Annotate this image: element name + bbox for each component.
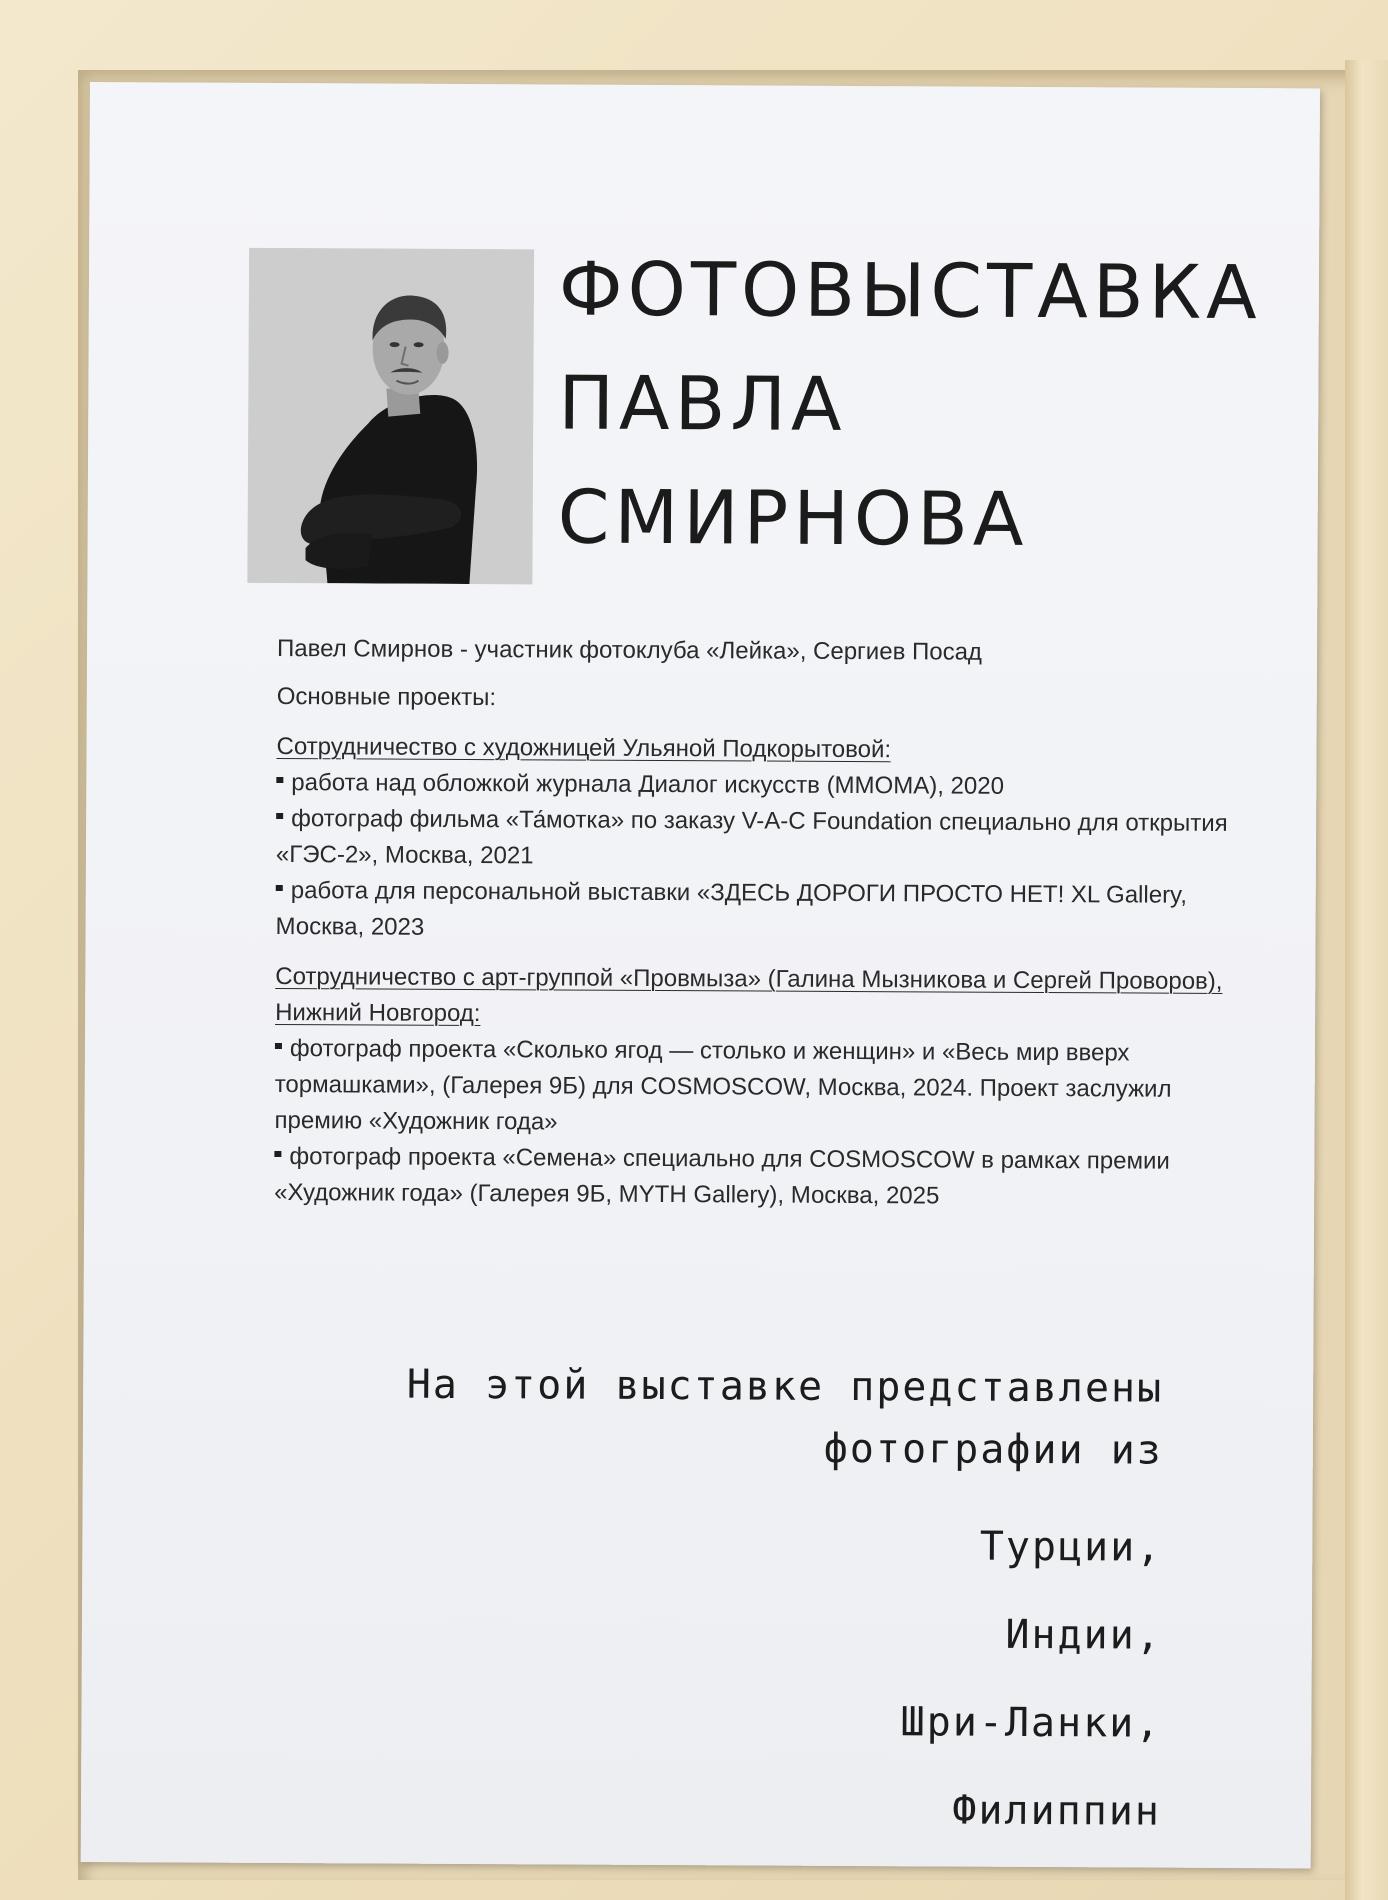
project-item <box>276 765 1236 806</box>
project-item-text: фотограф проекта «Сколько ягод — столько и женщин» и «Весь мир вверх тормашками», (Галерея 9Б) для COSMOSCOW, Москва, 2024. Проект заслужил премию «Художник года» <box>274 1035 1172 1136</box>
bullet-icon <box>276 813 283 819</box>
project-item-text: фотограф проекта «Семена» специально для COSMOSCOW в рамках премии «Художник года» (Галерея 9Б, MYTH Gallery), Москва, 2025 <box>274 1143 1170 1210</box>
project-item-text: фотограф фильма «Та́мотка» по заказу V-A-C Foundation специально для открытия «ГЭС-2», Москва, 2021 <box>275 805 1228 870</box>
country-sri-lanka: Шри-Ланки, <box>900 1699 1162 1747</box>
project-item <box>274 1139 1234 1216</box>
exhibit-statement <box>404 1354 1163 1856</box>
bullet-icon <box>275 1043 282 1049</box>
title-line-2: ПАВЛА <box>558 360 847 448</box>
frame-right-edge <box>1345 60 1388 1900</box>
collaboration-heading-1: Сотрудничество с художницей Ульяной Подкорытовой: <box>276 732 892 764</box>
country-india: Индии, <box>1005 1611 1163 1659</box>
project-item <box>275 873 1235 950</box>
project-item-text: работа для персональной выставки «ЗДЕСЬ ДОРОГИ ПРОСТО НЕТ! XL Gallery, Москва, 2023 <box>275 877 1188 941</box>
title-line-1: ФОТОВЫСТАВКА <box>558 246 1263 337</box>
projects-label: Основные проекты: <box>276 682 497 712</box>
title-line-3: СМИРНОВА <box>557 474 1029 563</box>
country-philippines: Филиппин <box>952 1787 1162 1835</box>
project-item-text: работа над обложкой журнала Диалог искусств (ММОМА), 2020 <box>291 769 1005 800</box>
bullet-icon <box>276 885 283 891</box>
portrait-man-arms-crossed <box>247 248 534 584</box>
bullet-icon <box>276 777 283 783</box>
collaboration-heading-2: Сотрудничество с арт-группой «Провмыза» (Галина Мызникова и Сергей Проворов), Нижний Новгород: <box>275 962 1223 1028</box>
intro-text: Павел Смирнов - участник фотоклуба «Лейка», Сергиев Посад <box>276 634 983 666</box>
exhibition-title <box>557 232 1263 578</box>
bullet-icon <box>274 1151 281 1157</box>
project-item <box>276 801 1236 878</box>
countries-list <box>404 1500 1162 1856</box>
bio-text <box>274 631 1237 1216</box>
poster-sheet <box>81 82 1320 1868</box>
project-item <box>274 1031 1235 1144</box>
country-turkey: Турции, <box>979 1523 1163 1571</box>
exhibit-line-2: фотографии из <box>823 1425 1163 1474</box>
portrait-photo <box>247 248 534 584</box>
exhibit-line-1: На этой выставке представлены <box>406 1361 1164 1412</box>
